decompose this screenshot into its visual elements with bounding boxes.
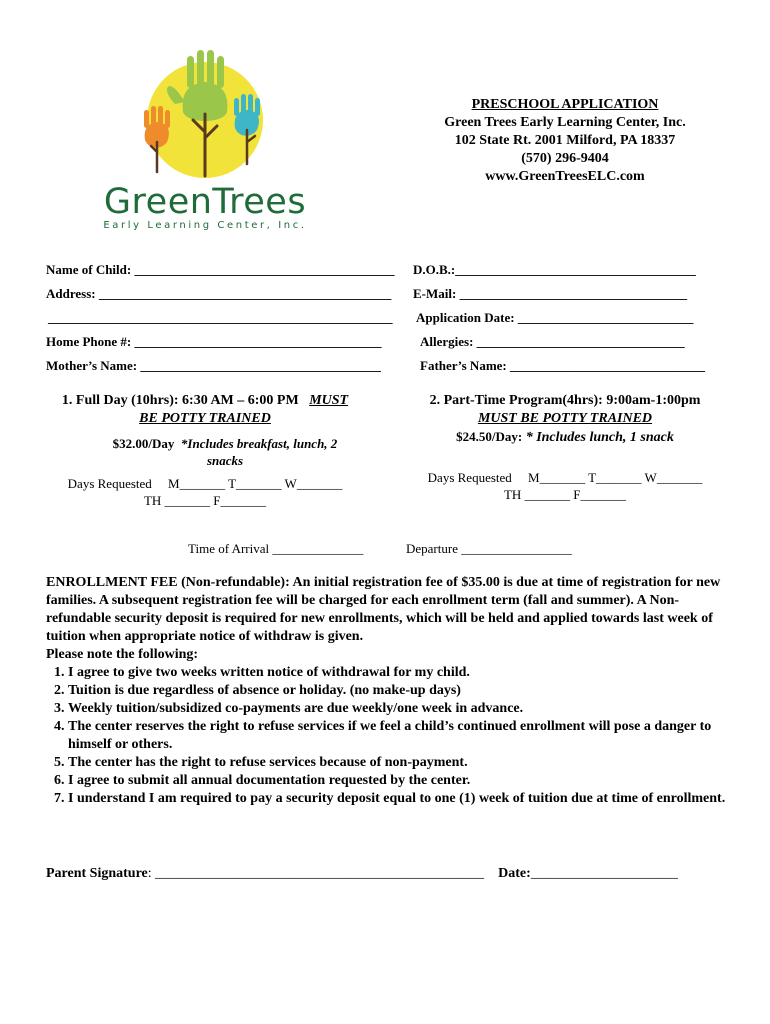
- address-line2-field[interactable]: [48, 310, 393, 326]
- application-date-blank[interactable]: ___________________________: [517, 310, 694, 325]
- mother-name-field[interactable]: [46, 358, 381, 374]
- allergies-blank[interactable]: ________________________________: [476, 334, 685, 349]
- full-day-days-row1[interactable]: M_______ T_______ W_______: [168, 476, 343, 491]
- address-line2-blank[interactable]: _____________________________________________________: [48, 310, 393, 325]
- policy-item: 6. I agree to submit all annual documentation requested by the center.: [68, 772, 736, 790]
- allergies-label: Allergies:: [420, 334, 474, 349]
- policy-list: [46, 664, 736, 808]
- arrival-field[interactable]: [188, 541, 363, 557]
- father-name-field[interactable]: [420, 358, 705, 374]
- full-day-days[interactable]: [46, 475, 364, 509]
- departure-field[interactable]: [406, 541, 572, 557]
- part-time-days-row1[interactable]: M_______ T_______ W_______: [528, 470, 703, 485]
- part-time-price-line: [405, 428, 725, 447]
- departure-blank[interactable]: _________________: [461, 541, 572, 556]
- allergies-field[interactable]: [420, 334, 685, 350]
- departure-label: Departure: [406, 541, 458, 556]
- father-name-label: Father’s Name:: [420, 358, 507, 373]
- handprint-trees-icon: [95, 42, 315, 182]
- enrollment-note: Please note the following:: [46, 647, 199, 662]
- page-title: PRESCHOOL APPLICATION: [471, 97, 659, 112]
- dob-label: D.O.B.:: [413, 262, 456, 277]
- org-address: 102 State Rt. 2001 Milford, PA 18337: [454, 133, 676, 148]
- mother-name-label: Mother’s Name:: [46, 358, 138, 373]
- part-time-days-label: Days Requested: [427, 470, 512, 485]
- email-blank[interactable]: ___________________________________: [459, 286, 688, 301]
- part-time-days[interactable]: [405, 469, 725, 503]
- dob-field[interactable]: [413, 262, 696, 278]
- header: [395, 96, 735, 186]
- full-day-days-row2[interactable]: TH _______ F_______: [143, 493, 267, 508]
- application-date-field[interactable]: [416, 310, 693, 326]
- full-day-days-label: Days Requested: [67, 476, 152, 491]
- signature-colon: :: [147, 866, 152, 881]
- policy-item: 4. The center reserves the right to refuse services if we feel a child’s continued enrollment will pose a danger to himself or others.: [68, 718, 736, 754]
- enrollment-paragraph: ENROLLMENT FEE (Non-refundable): An initial registration fee of $35.00 is due at time of registration for new families. A subsequent registration fee will be charged for each enrollment term (fall and summer). A Non-refundable security deposit is required for new enrollments, which will be held and applied towards last week of tuition when appropriate notice of withdraw is given.: [46, 575, 721, 644]
- full-day-title-text: 1. Full Day (10hrs): 6:30 AM – 6:00 PM: [61, 393, 299, 408]
- full-day-potty: BE POTTY TRAINED: [139, 411, 271, 426]
- child-name-label: Name of Child:: [46, 262, 132, 277]
- signature-label: Parent Signature: [46, 866, 148, 881]
- date-label: Date:: [498, 866, 531, 881]
- enrollment-section: [46, 574, 736, 808]
- address-label: Address:: [46, 286, 96, 301]
- child-name-field[interactable]: [46, 262, 394, 278]
- signature-blank[interactable]: _______________________________________________: [155, 866, 485, 881]
- child-name-blank[interactable]: ________________________________________: [134, 262, 395, 277]
- address-blank[interactable]: _____________________________________________: [98, 286, 392, 301]
- mother-name-blank[interactable]: _____________________________________: [140, 358, 381, 373]
- logo-wordmark: GreenTrees: [103, 182, 307, 222]
- signature-line: [46, 866, 736, 882]
- logo: [95, 42, 315, 234]
- org-phone: (570) 296-9404: [521, 151, 609, 166]
- policy-item: 1. I agree to give two weeks written notice of withdrawal for my child.: [68, 664, 736, 682]
- policy-item: 3. Weekly tuition/subsidized co-payments are due weekly/one week in advance.: [68, 700, 736, 718]
- email-field[interactable]: [413, 286, 687, 302]
- email-label: E-Mail:: [413, 286, 457, 301]
- part-time-days-row2[interactable]: TH _______ F_______: [503, 487, 627, 502]
- part-time-price: $24.50/Day:: [456, 429, 523, 444]
- policy-item: 2. Tuition is due regardless of absence or holiday. (no make-up days): [68, 682, 736, 700]
- full-day-title: [40, 392, 370, 410]
- full-day-program: [40, 392, 370, 428]
- dob-blank[interactable]: _____________________________________: [455, 262, 696, 277]
- home-phone-blank[interactable]: ______________________________________: [134, 334, 382, 349]
- father-name-blank[interactable]: ______________________________: [510, 358, 705, 373]
- policy-item: 5. The center has the right to refuse services because of non-payment.: [68, 754, 736, 772]
- part-time-includes: * Includes lunch, 1 snack: [525, 430, 674, 445]
- full-day-includes-cont: snacks: [206, 453, 244, 468]
- full-day-price-block: [80, 435, 370, 469]
- full-day-includes: *Includes breakfast, lunch, 2: [180, 436, 338, 451]
- arrival-blank[interactable]: ______________: [272, 541, 364, 556]
- home-phone-field[interactable]: [46, 334, 381, 350]
- arrival-label: Time of Arrival: [188, 541, 270, 556]
- date-blank[interactable]: _____________________: [530, 866, 678, 881]
- logo-subtitle: Early Learning Center, Inc.: [103, 220, 307, 231]
- org-website: www.GreenTreesELC.com: [485, 169, 645, 184]
- org-name: Green Trees Early Learning Center, Inc.: [444, 115, 686, 130]
- part-time-potty: MUST BE POTTY TRAINED: [477, 411, 653, 426]
- application-date-label: Application Date:: [416, 310, 515, 325]
- part-time-program: [405, 392, 725, 447]
- full-day-price: $32.00/Day: [112, 436, 175, 451]
- address-field[interactable]: [46, 286, 391, 302]
- part-time-title: 2. Part-Time Program(4hrs): 9:00am-1:00pm: [429, 393, 701, 408]
- policy-item: 7. I understand I am required to pay a security deposit equal to one (1) week of tuition due at time of enrollment.: [68, 790, 736, 808]
- home-phone-label: Home Phone #:: [46, 334, 132, 349]
- full-day-must: MUST: [309, 393, 349, 408]
